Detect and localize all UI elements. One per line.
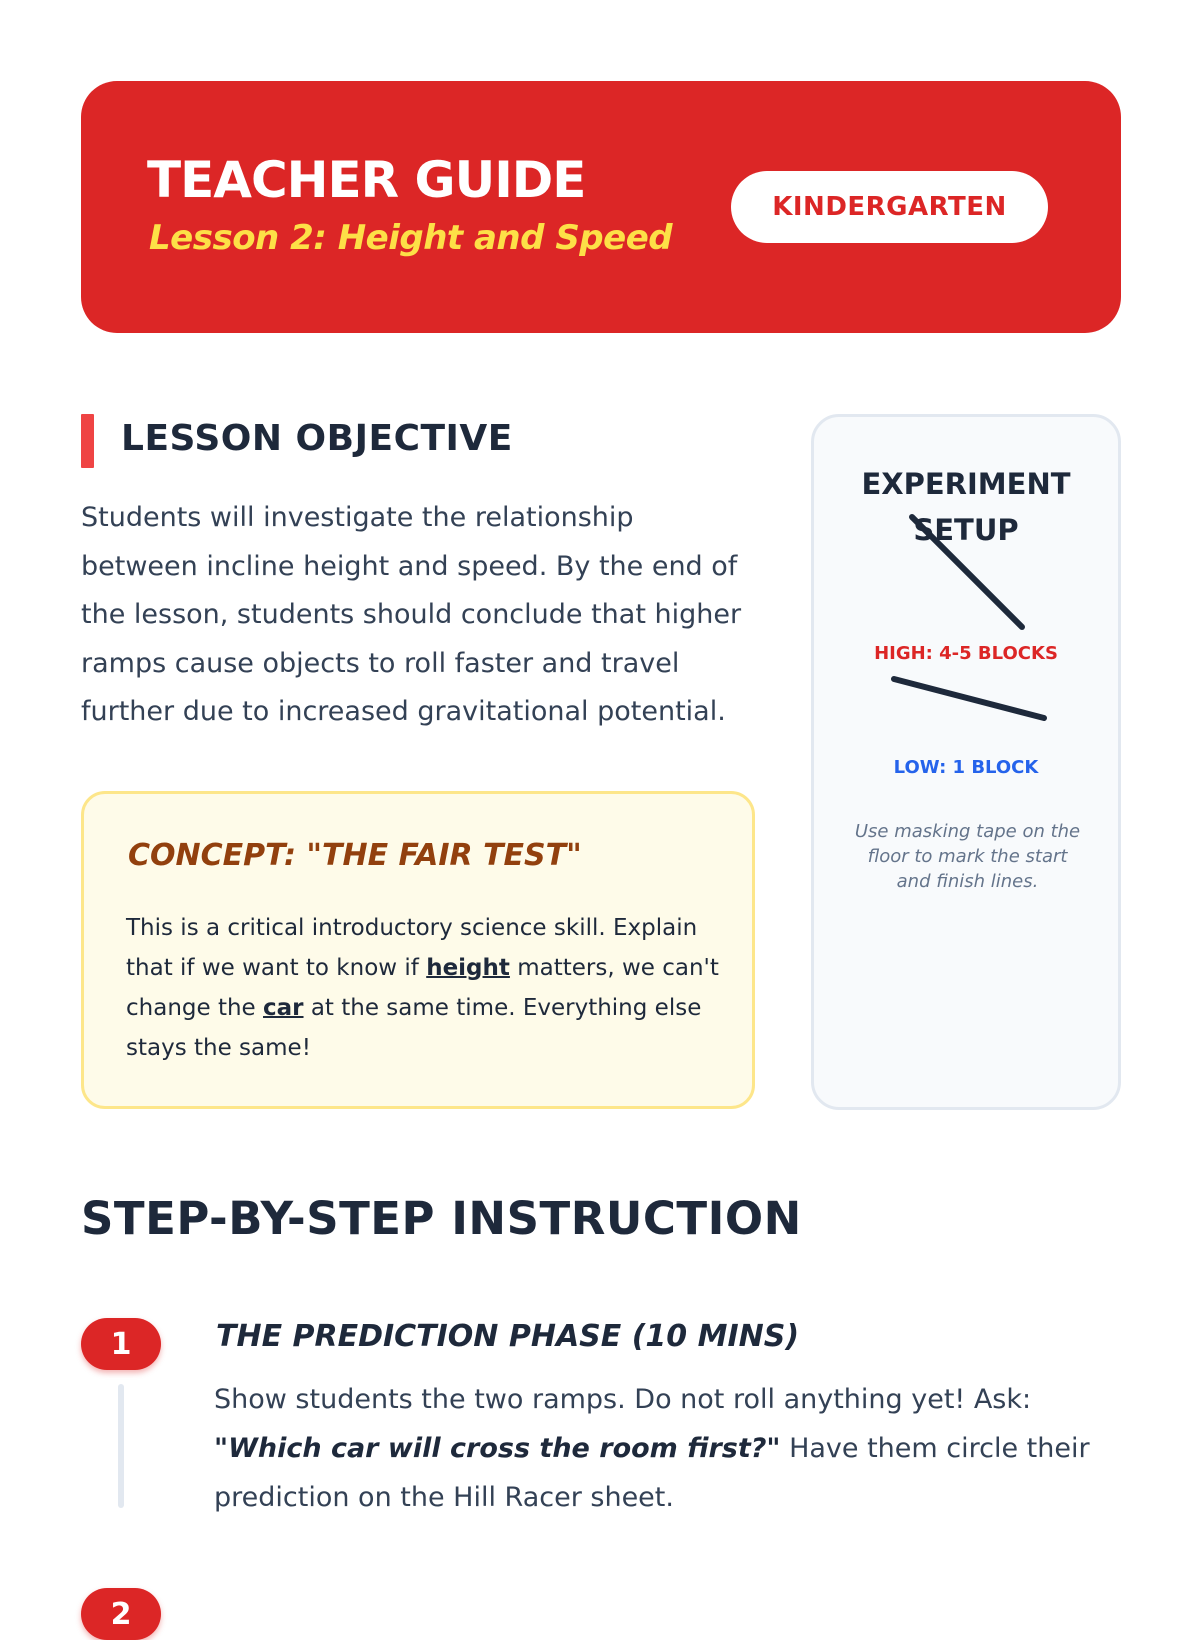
section-accent-bar xyxy=(81,414,94,468)
step-text-part: Show students the two ramps. Do not roll anything yet! Ask: xyxy=(214,1384,1032,1415)
step-connector-line xyxy=(118,1384,124,1508)
step-text-part: Have them circle their prediction on the Hill Racer sheet. xyxy=(214,1433,1090,1513)
step-text xyxy=(214,1375,1114,1522)
step-number-badge: 1 xyxy=(81,1318,161,1370)
experiment-setup-card xyxy=(811,414,1121,1110)
concept-text-part: matters, we can't change the xyxy=(126,955,719,1021)
setup-note: Use masking tape on the floor to mark the start and finish lines. xyxy=(854,821,1081,892)
high-ramp-label: HIGH: 4-5 BLOCKS xyxy=(874,643,1058,664)
low-ramp-line xyxy=(894,679,1044,718)
concept-keyword-height: height xyxy=(426,955,510,981)
concept-text-part: at the same time. Everything else stays the same! xyxy=(126,995,702,1061)
low-ramp-label: LOW: 1 BLOCK xyxy=(893,757,1039,778)
concept-title: CONCEPT: "THE FAIR TEST" xyxy=(128,838,582,873)
step-title: THE PREDICTION PHASE (10 MINS) xyxy=(216,1319,800,1354)
concept-keyword-car: car xyxy=(263,995,304,1021)
step-number-badge: 2 xyxy=(81,1588,161,1640)
objective-text: Students will investigate the relationship between incline height and speed. By the end of the lesson, students should conclude that higher ramps cause objects to roll faster and travel further due to increased gravitational potential. xyxy=(81,502,742,727)
high-ramp-line xyxy=(912,517,1022,627)
concept-text-part: This is a critical introductory science skill. Explain that if we want to know if xyxy=(126,915,698,981)
lesson-subtitle: Lesson 2: Height and Speed xyxy=(149,218,673,258)
concept-text xyxy=(126,908,736,1068)
step-quote: "Which car will cross the room first?" xyxy=(214,1433,781,1464)
steps-heading: STEP-BY-STEP INSTRUCTION xyxy=(81,1192,802,1245)
setup-title: EXPERIMENT SETUP xyxy=(861,467,1071,547)
concept-callout xyxy=(81,791,755,1109)
grade-badge: KINDERGARTEN xyxy=(731,171,1048,243)
objective-heading: LESSON OBJECTIVE xyxy=(121,418,513,459)
header-banner xyxy=(81,81,1121,333)
page-title: TEACHER GUIDE xyxy=(147,151,586,209)
